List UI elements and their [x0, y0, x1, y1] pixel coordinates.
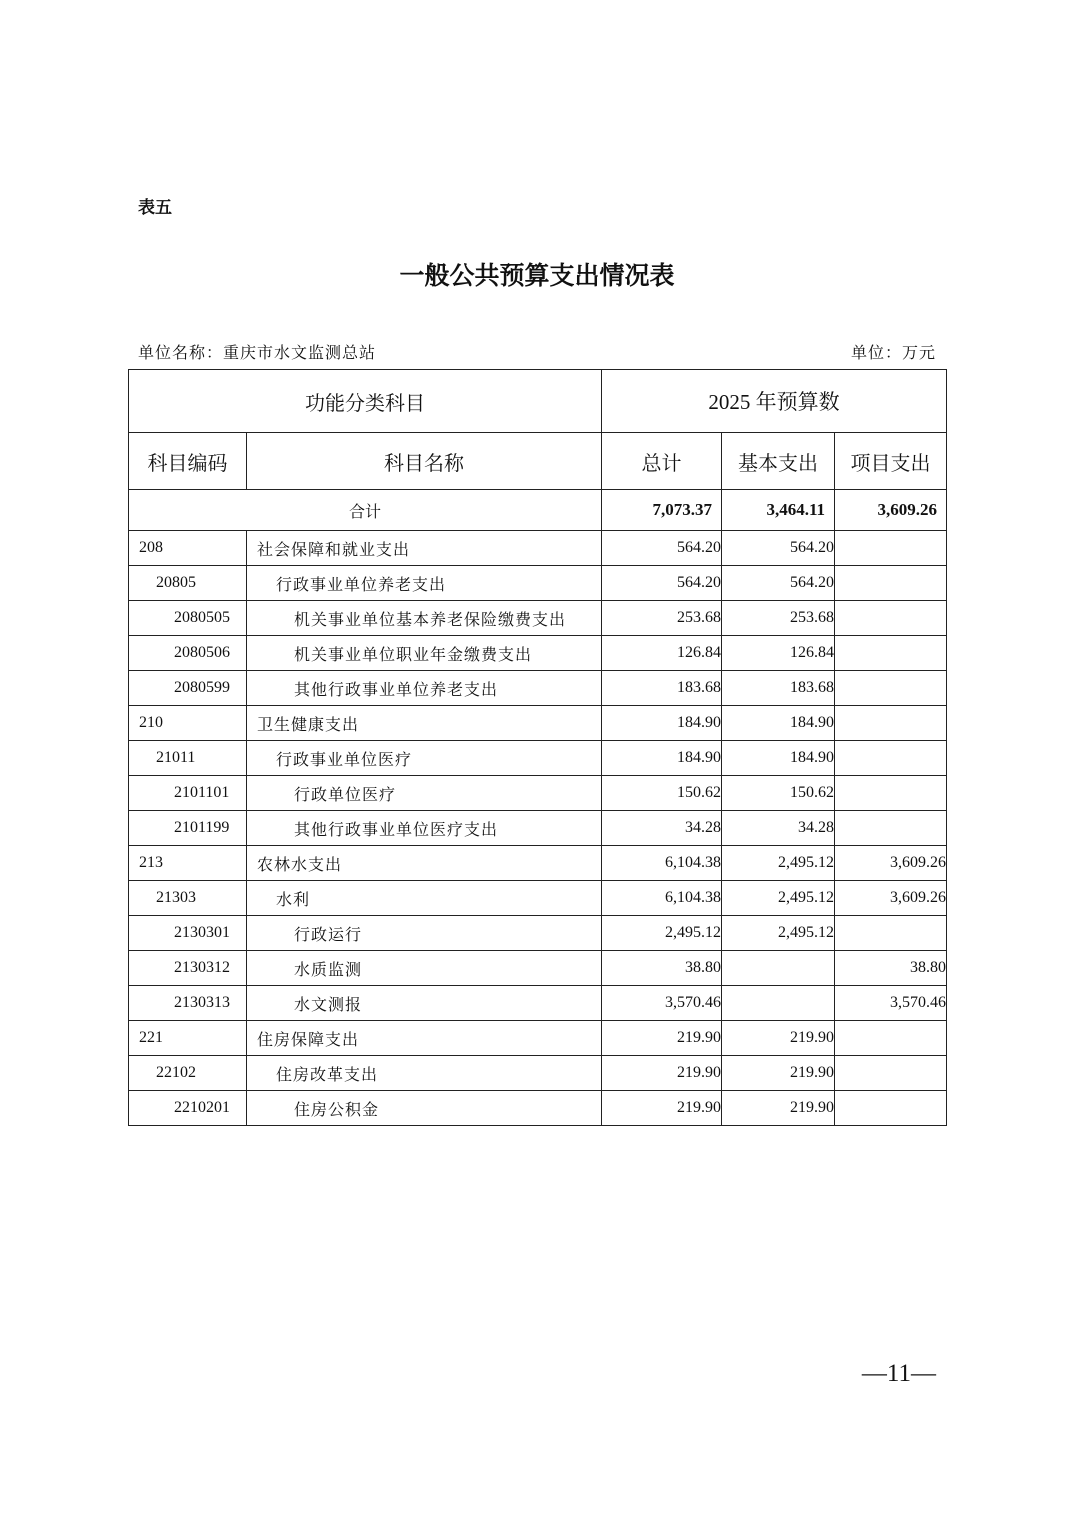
subject-code-cell: 210: [129, 706, 247, 741]
total-cell: 219.90: [602, 1091, 722, 1126]
subject-name-cell: 行政事业单位医疗: [247, 741, 602, 776]
total-cell: 564.20: [602, 531, 722, 566]
subject-code-cell: 208: [129, 531, 247, 566]
table-row: [129, 776, 947, 811]
basic-expense-cell: 219.90: [722, 1056, 835, 1091]
subject-name-cell: 水利: [247, 881, 602, 916]
project-expense-cell: [835, 531, 947, 566]
basic-expense-cell: [722, 986, 835, 1021]
project-expense-cell: [835, 1091, 947, 1126]
total-basic-value: 3,464.11: [722, 490, 835, 531]
total-cell: 6,104.38: [602, 846, 722, 881]
project-expense-cell: [835, 601, 947, 636]
project-expense-cell: [835, 776, 947, 811]
table-row: [129, 846, 947, 881]
basic-expense-cell: 126.84: [722, 636, 835, 671]
subject-code-cell: 2080505: [129, 601, 247, 636]
basic-expense-cell: 184.90: [722, 706, 835, 741]
basic-expense-cell: 564.20: [722, 566, 835, 601]
total-cell: 34.28: [602, 811, 722, 846]
total-column-header: 总计: [602, 433, 722, 490]
basic-expense-cell: 2,495.12: [722, 881, 835, 916]
project-expense-cell: 38.80: [835, 951, 947, 986]
total-cell: 150.62: [602, 776, 722, 811]
total-cell: 219.90: [602, 1056, 722, 1091]
total-cell: 219.90: [602, 1021, 722, 1056]
subject-code-cell: 221: [129, 1021, 247, 1056]
total-cell: 253.68: [602, 601, 722, 636]
subject-code-cell: 2130313: [129, 986, 247, 1021]
project-expense-cell: [835, 811, 947, 846]
budget-year-header: 2025 年预算数: [602, 370, 947, 433]
subject-code-cell: 2080506: [129, 636, 247, 671]
project-expense-cell: [835, 916, 947, 951]
unit-name: 单位名称：重庆市水文监测总站: [138, 343, 377, 362]
subject-code-cell: 213: [129, 846, 247, 881]
subject-name-cell: 其他行政事业单位养老支出: [247, 671, 602, 706]
total-cell: 38.80: [602, 951, 722, 986]
table-row: [129, 916, 947, 951]
name-column-header: 科目名称: [247, 433, 602, 490]
basic-expense-cell: [722, 951, 835, 986]
subject-code-cell: 21303: [129, 881, 247, 916]
basic-expense-cell: 150.62: [722, 776, 835, 811]
document-title: 一般公共预算支出情况表: [399, 261, 675, 290]
project-expense-cell: [835, 566, 947, 601]
subject-name-cell: 机关事业单位基本养老保险缴费支出: [247, 601, 602, 636]
subject-code-cell: 2130301: [129, 916, 247, 951]
subject-name-cell: 水质监测: [247, 951, 602, 986]
subject-code-cell: 20805: [129, 566, 247, 601]
total-cell: 564.20: [602, 566, 722, 601]
table-row: [129, 1021, 947, 1056]
project-expense-cell: 3,609.26: [835, 881, 947, 916]
table-row: [129, 706, 947, 741]
column-header-row: [129, 433, 947, 490]
subject-name-cell: 住房公积金: [247, 1091, 602, 1126]
total-cell: 6,104.38: [602, 881, 722, 916]
total-project-value: 3,609.26: [835, 490, 947, 531]
project-expense-cell: [835, 1021, 947, 1056]
subject-name-cell: 机关事业单位职业年金缴费支出: [247, 636, 602, 671]
table-row: [129, 951, 947, 986]
table-row: [129, 741, 947, 776]
budget-table: [128, 369, 947, 1126]
function-class-header: 功能分类科目: [129, 370, 602, 433]
total-label: 合计: [129, 490, 602, 531]
subject-code-cell: 21011: [129, 741, 247, 776]
subject-name-cell: 行政运行: [247, 916, 602, 951]
subject-name-cell: 水文测报: [247, 986, 602, 1021]
total-cell: 183.68: [602, 671, 722, 706]
basic-expense-cell: 253.68: [722, 601, 835, 636]
subject-name-cell: 农林水支出: [247, 846, 602, 881]
basic-expense-cell: 2,495.12: [722, 916, 835, 951]
subject-name-cell: 行政单位医疗: [247, 776, 602, 811]
group-header-row: [129, 370, 947, 433]
basic-column-header: 基本支出: [722, 433, 835, 490]
basic-expense-cell: 183.68: [722, 671, 835, 706]
subject-code-cell: 2101199: [129, 811, 247, 846]
table-row: [129, 671, 947, 706]
table-row: [129, 601, 947, 636]
subject-code-cell: 2130312: [129, 951, 247, 986]
subject-code-cell: 2210201: [129, 1091, 247, 1126]
project-column-header: 项目支出: [835, 433, 947, 490]
total-cell: 184.90: [602, 706, 722, 741]
subject-code-cell: 2080599: [129, 671, 247, 706]
total-cell: 2,495.12: [602, 916, 722, 951]
table-label: 表五: [138, 198, 172, 218]
table-row: [129, 986, 947, 1021]
basic-expense-cell: 2,495.12: [722, 846, 835, 881]
table-row: [129, 881, 947, 916]
total-cell: 3,570.46: [602, 986, 722, 1021]
basic-expense-cell: 184.90: [722, 741, 835, 776]
subject-code-cell: 2101101: [129, 776, 247, 811]
project-expense-cell: [835, 671, 947, 706]
basic-expense-cell: 219.90: [722, 1021, 835, 1056]
table-row: [129, 1091, 947, 1126]
basic-expense-cell: 564.20: [722, 531, 835, 566]
total-value: 7,073.37: [602, 490, 722, 531]
table-row: [129, 1056, 947, 1091]
total-cell: 126.84: [602, 636, 722, 671]
code-column-header: 科目编码: [129, 433, 247, 490]
subject-name-cell: 住房改革支出: [247, 1056, 602, 1091]
subject-name-cell: 其他行政事业单位医疗支出: [247, 811, 602, 846]
subject-name-cell: 社会保障和就业支出: [247, 531, 602, 566]
page-number: —11—: [861, 1360, 936, 1387]
table-row: [129, 636, 947, 671]
total-cell: 184.90: [602, 741, 722, 776]
subject-name-cell: 卫生健康支出: [247, 706, 602, 741]
currency-unit: 单位：万元: [850, 343, 936, 362]
project-expense-cell: [835, 741, 947, 776]
project-expense-cell: [835, 706, 947, 741]
basic-expense-cell: 34.28: [722, 811, 835, 846]
table-row: [129, 531, 947, 566]
total-row: [129, 490, 947, 531]
subject-name-cell: 行政事业单位养老支出: [247, 566, 602, 601]
project-expense-cell: 3,609.26: [835, 846, 947, 881]
project-expense-cell: 3,570.46: [835, 986, 947, 1021]
table-row: [129, 811, 947, 846]
subject-code-cell: 22102: [129, 1056, 247, 1091]
project-expense-cell: [835, 1056, 947, 1091]
project-expense-cell: [835, 636, 947, 671]
subject-name-cell: 住房保障支出: [247, 1021, 602, 1056]
basic-expense-cell: 219.90: [722, 1091, 835, 1126]
table-row: [129, 566, 947, 601]
